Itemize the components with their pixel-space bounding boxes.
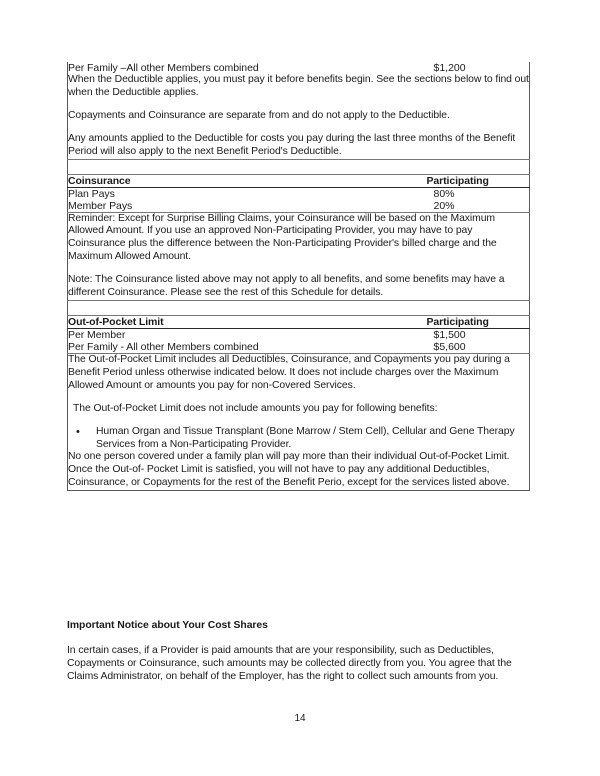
oop-note-intro: The Out-of-Pocket Limit includes all Deductibles, Coinsurance, and Copayments you pay during a Benefit Period unless otherwise indicated below. It does not include charges over the Maximum Allowed Amount or amounts you pay for non-Covered Services. — [68, 353, 510, 391]
coinsurance-note-note: Note: The Coinsurance listed above may not apply to all benefits, and some benefits may have a different Coinsurance. Please see the rest of this Schedule for details. — [68, 274, 505, 299]
table-spacer-cell-2 — [68, 300, 530, 315]
plan-pays-value-cell — [416, 187, 530, 200]
per-family-oop-value-cell — [416, 341, 530, 354]
oop-exclusion-lead: The Out-of-Pocket Limit does not include amounts you pay for following benefits: — [73, 402, 438, 414]
per-family-deductible-label: Per Family –All other Members combined — [68, 62, 259, 74]
coinsurance-notes-cell — [68, 212, 530, 300]
per-family-deductible-value-cell — [416, 62, 530, 74]
out-of-pocket-header-label: Out-of-Pocket Limit — [68, 315, 416, 328]
per-member-oop-label: Per Member — [68, 328, 416, 341]
per-member-oop-value: $1,500 — [433, 328, 466, 341]
page-number: 14 — [294, 713, 306, 724]
coinsurance-header-value: Participating — [426, 174, 489, 187]
table-row-out-of-pocket-notes — [68, 353, 530, 490]
oop-exclusion-text: Human Organ and Tissue Transplant (Bone Marrow / Stem Cell), Cellular and Gene Therapy Services from a Non-Participating Provider. — [96, 425, 515, 450]
deductible-note-3: Any amounts applied to the Deductible for costs you pay during the last three months of the Benefit Period will also apply to the next Benefit Period's Deductible. — [68, 132, 516, 157]
table-row-per-family-deductible — [68, 62, 530, 74]
bullet-icon: • — [76, 425, 80, 438]
member-pays-value: 20% — [433, 199, 455, 212]
plan-pays-label: Plan Pays — [68, 187, 416, 200]
important-notice-body — [67, 645, 529, 684]
table-row-per-member-oop — [68, 328, 530, 341]
per-family-oop-label: Per Family - All other Members combined — [68, 340, 259, 353]
deductible-notes-cell — [68, 74, 530, 159]
member-pays-value-cell — [416, 200, 530, 213]
table-spacer-cell-1 — [68, 159, 530, 174]
table-row-coinsurance-notes — [68, 212, 530, 300]
important-notice-heading: Important Notice about Your Cost Shares — [67, 620, 268, 631]
out-of-pocket-header-value-cell — [416, 315, 530, 328]
oop-closing-note: No one person covered under a family plan will pay more than their individual Out-of-Pocket Limit. Once the Out-of- Pocket Limit is satisfied, you will not have to pay any additional Deductibles, Coinsurance, or Copayments for the rest of the Benefit Perio, except for the services listed above. — [68, 451, 510, 489]
coinsurance-header-value-cell — [416, 174, 530, 187]
table-spacer-row-2 — [68, 300, 530, 315]
table-header-row-out-of-pocket — [68, 315, 530, 328]
per-family-deductible-value: $1,200 — [433, 62, 466, 74]
table-header-row-coinsurance — [68, 174, 530, 187]
important-notice-paragraph: In certain cases, if a Provider is paid amounts that are your responsibility, such as Deductibles, Copayments or Coinsurance, such amounts may be collected directly from you. You agree that the Claims Administrator, on behalf of the Employer, has the right to collect such amounts from you. — [67, 645, 512, 682]
table-spacer-row-1 — [68, 159, 530, 174]
per-member-oop-value-cell — [416, 328, 530, 341]
table-row-member-pays — [68, 200, 530, 213]
per-family-oop-value: $5,600 — [433, 340, 466, 353]
coinsurance-note-reminder: Reminder: Except for Surprise Billing Claims, your Coinsurance will be based on the Maximum Allowed Amount. If you use an approved Non-Participating Provider, you may have to pay Coinsurance plus the difference between the Non-Participating Provider's billed charge and the Maximum Allowed Amount. — [68, 212, 497, 263]
table-row-per-family-oop — [68, 341, 530, 354]
out-of-pocket-header-value: Participating — [426, 315, 489, 328]
out-of-pocket-notes-cell — [68, 353, 530, 490]
plan-pays-value: 80% — [433, 187, 455, 200]
coinsurance-header-label: Coinsurance — [68, 174, 416, 187]
table-row-deductible-notes — [68, 74, 530, 159]
member-pays-label: Member Pays — [68, 199, 133, 212]
schedule-of-benefits-table — [67, 62, 530, 491]
list-item-oop-exclusion — [68, 426, 529, 452]
table-row-plan-pays — [68, 187, 530, 200]
deductible-note-1: When the Deductible applies, you must pay it before benefits begin. See the sections below to find out when the Deductible applies. — [68, 74, 529, 98]
deductible-note-2: Copayments and Coinsurance are separate from and do not apply to the Deductible. — [68, 109, 450, 121]
